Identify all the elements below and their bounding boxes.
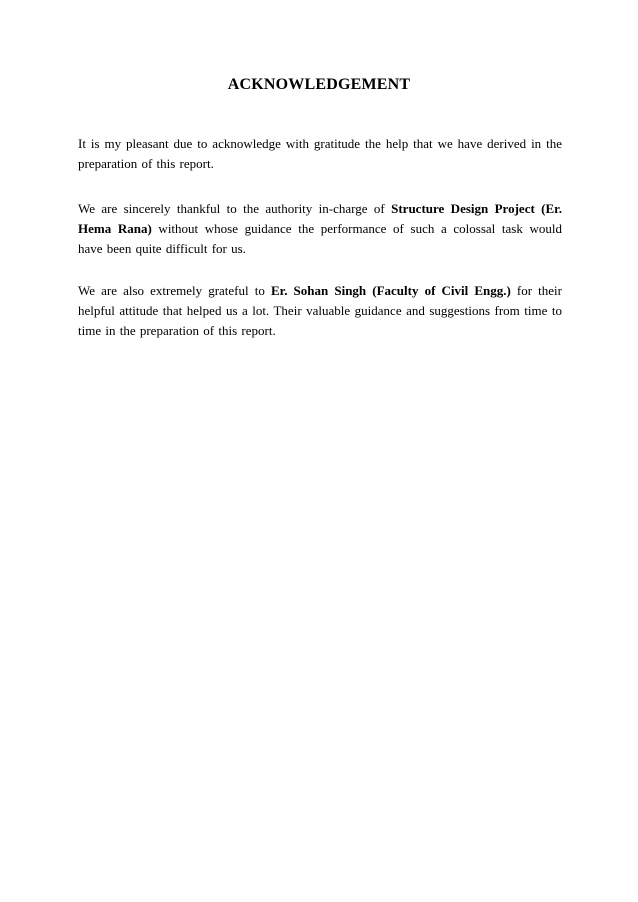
paragraph-pleasant-due xyxy=(78,134,562,174)
paragraph-text-before: We are sincerely thankful to the authority in-charge of xyxy=(78,201,392,216)
paragraph-text-after: for their helpful attitude that helped us a lot. Their valuable guidance and suggestions from time to time in the preparation of this report. xyxy=(78,283,563,338)
paragraph-grateful-faculty xyxy=(78,281,562,341)
page-title: ACKNOWLEDGEMENT xyxy=(227,76,411,93)
project-guide-name: Structure Design Project (Er. Hema Rana) xyxy=(78,201,562,236)
paragraph-thanks-authority xyxy=(78,199,562,259)
paragraph-text-before: We are also extremely grateful to xyxy=(78,283,271,298)
paragraph-text-after: without whose guidance the performance of such a colossal task would have been quite difficult for us. xyxy=(78,221,562,256)
faculty-name: Er. Sohan Singh (Faculty of Civil Engg.) xyxy=(270,283,511,298)
paragraph-text: It is my pleasant due to acknowledge with gratitude the help that we have derived in the preparation of this report. xyxy=(78,136,562,171)
